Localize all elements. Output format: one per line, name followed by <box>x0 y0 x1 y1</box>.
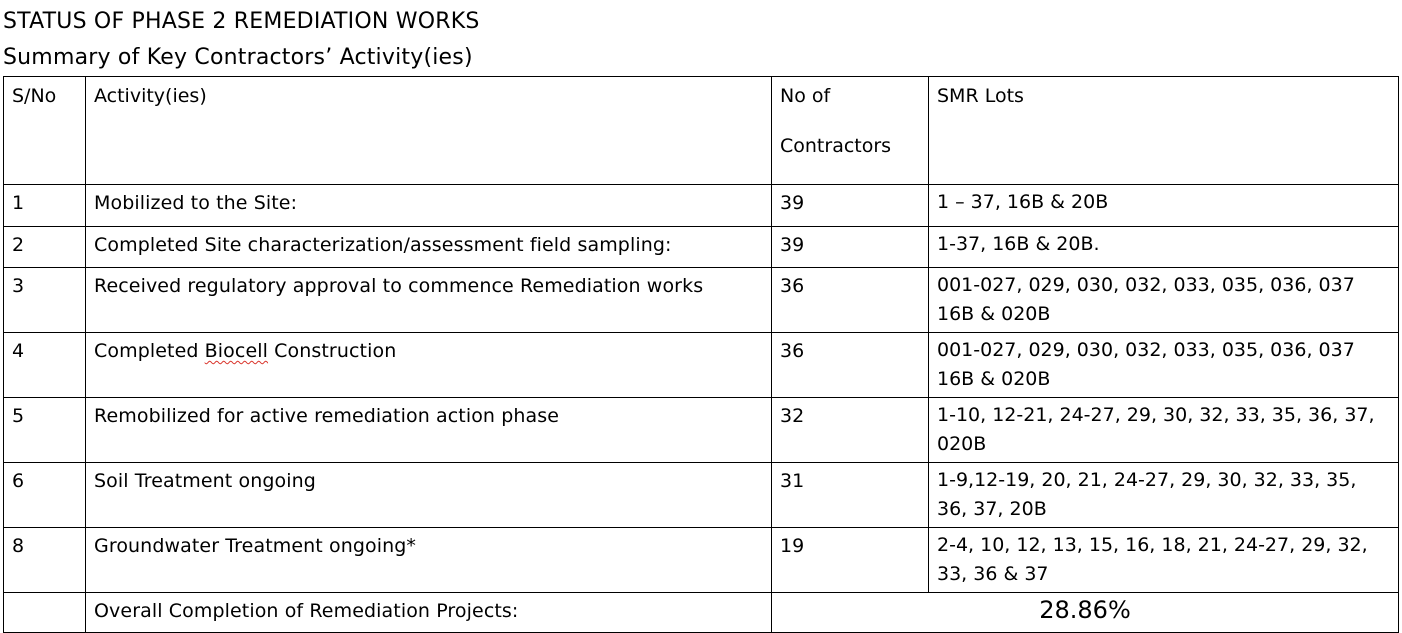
table-row <box>4 227 1399 268</box>
cell-activity: Remobilized for active remediation action phase <box>86 398 772 463</box>
cell-activity: Completed Site characterization/assessment field sampling: <box>86 227 772 268</box>
activity-text-post: Construction <box>268 340 397 362</box>
header-contractors <box>772 77 929 185</box>
cell-lots: 1-37, 16B & 20B. <box>929 227 1399 268</box>
table-row <box>4 528 1399 593</box>
cell-lots: 1-10, 12-21, 24-27, 29, 30, 32, 33, 35, 36, 37, 020B <box>929 398 1399 463</box>
activity-summary-table <box>3 76 1399 633</box>
cell-activity: Soil Treatment ongoing <box>86 463 772 528</box>
table-row <box>4 463 1399 528</box>
table-row <box>4 333 1399 398</box>
document-title: STATUS OF PHASE 2 REMEDIATION WORKS <box>3 9 480 34</box>
cell-lots: 1 – 37, 16B & 20B <box>929 185 1399 227</box>
cell-activity: Received regulatory approval to commence Remediation works <box>86 268 772 333</box>
cell-lots: 2-4, 10, 12, 13, 15, 16, 18, 21, 24-27, 29, 32, 33, 36 & 37 <box>929 528 1399 593</box>
cell-sno: 3 <box>4 268 86 333</box>
cell-activity: Groundwater Treatment ongoing* <box>86 528 772 593</box>
header-contractors-line1: No of <box>780 85 831 107</box>
table-row <box>4 268 1399 333</box>
table-header-row <box>4 77 1399 185</box>
overall-completion-value: 28.86% <box>772 593 1399 633</box>
overall-completion-label: Overall Completion of Remediation Projects: <box>86 593 772 633</box>
header-activity: Activity(ies) <box>86 77 772 185</box>
document-subtitle: Summary of Key Contractors’ Activity(ies) <box>3 45 473 70</box>
cell-sno: 1 <box>4 185 86 227</box>
header-sno: S/No <box>4 77 86 185</box>
cell-sno <box>4 593 86 633</box>
header-lots: SMR Lots <box>929 77 1399 185</box>
cell-sno: 6 <box>4 463 86 528</box>
cell-contractors: 39 <box>772 185 929 227</box>
cell-lots: 001-027, 029, 030, 032, 033, 035, 036, 037 16B & 020B <box>929 268 1399 333</box>
cell-contractors: 31 <box>772 463 929 528</box>
cell-sno: 8 <box>4 528 86 593</box>
table-row <box>4 398 1399 463</box>
cell-contractors: 32 <box>772 398 929 463</box>
cell-lots: 1-9,12-19, 20, 21, 24-27, 29, 30, 32, 33, 35, 36, 37, 20B <box>929 463 1399 528</box>
cell-activity: Mobilized to the Site: <box>86 185 772 227</box>
cell-contractors: 39 <box>772 227 929 268</box>
spellcheck-flagged-word: Biocell <box>204 340 269 362</box>
overall-completion-row <box>4 593 1399 633</box>
cell-sno: 5 <box>4 398 86 463</box>
cell-sno: 4 <box>4 333 86 398</box>
cell-activity <box>86 333 772 398</box>
cell-sno: 2 <box>4 227 86 268</box>
cell-lots: 001-027, 029, 030, 032, 033, 035, 036, 037 16B & 020B <box>929 333 1399 398</box>
header-contractors-line2: Contractors <box>780 135 892 157</box>
cell-contractors: 36 <box>772 268 929 333</box>
activity-text-pre: Completed <box>94 340 205 362</box>
cell-contractors: 36 <box>772 333 929 398</box>
cell-contractors: 19 <box>772 528 929 593</box>
table-row <box>4 185 1399 227</box>
